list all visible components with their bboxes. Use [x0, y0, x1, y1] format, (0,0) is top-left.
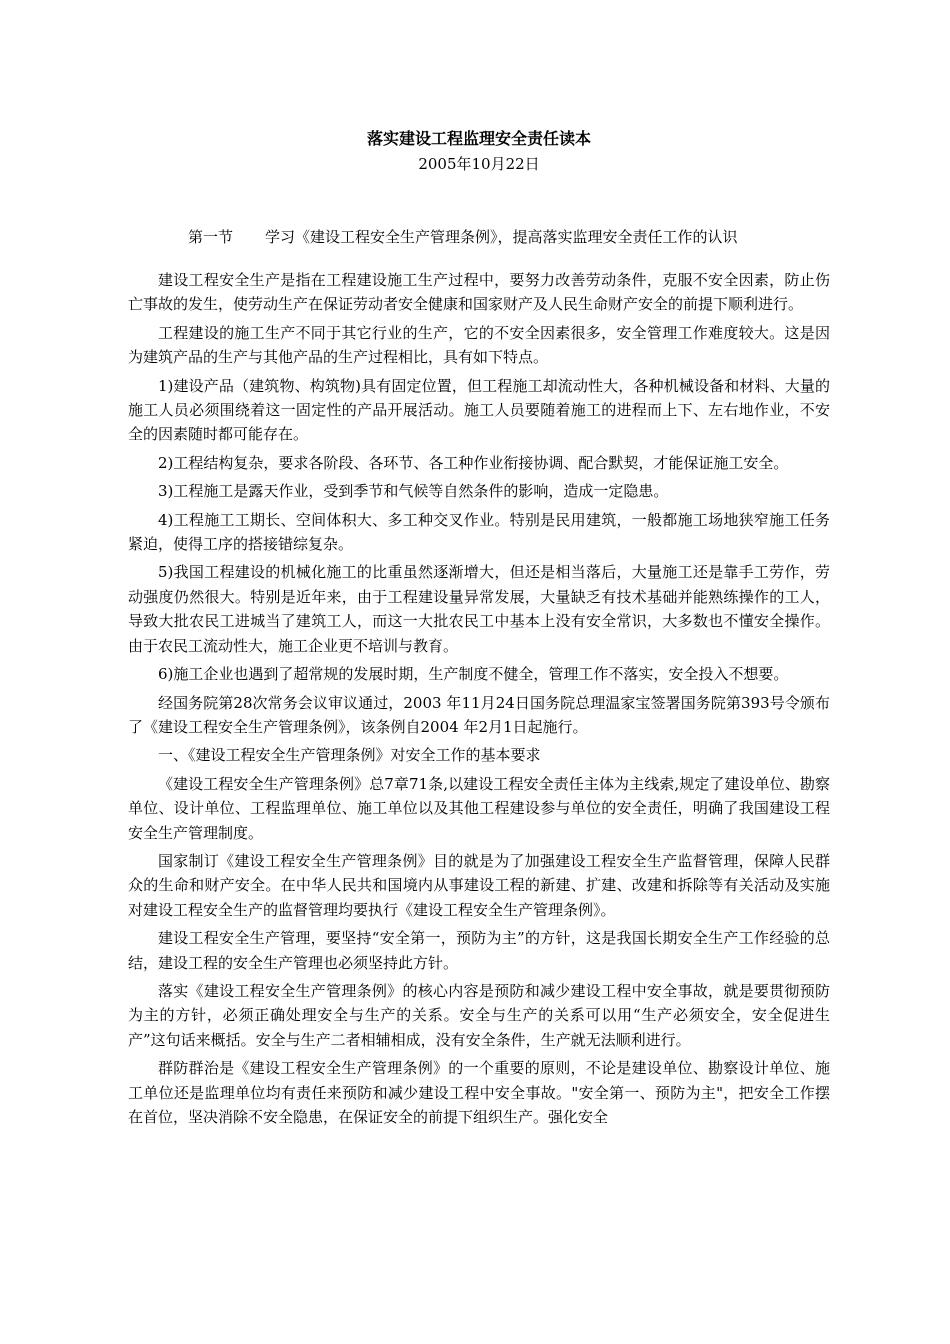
- paragraph: 《建设工程安全生产管理条例》总7章71条,以建设工程安全责任主体为主线索,规定了建设单位、勘察单位、设计单位、工程监理单位、施工单位以及其他工程建设参与单位的安全责任，明确了我国建设工程安全生产管理制度。: [128, 774, 830, 842]
- paragraph: 1)建设产品（建筑物、构筑物)具有固定位置，但工程施工却流动性大，各种机械设备和材料、大量的施工人员必须围绕着这一固定性的产品开展活动。施工人员要随着施工的进程而上下、左右地作业，不安全的因素随时都可能存在。: [128, 376, 830, 444]
- paragraph: 经国务院第28次常务会议审议通过，2003 年11月24日国务院总理温家宝签署国务院第393号令颁布了《建设工程安全生产管理条例》，该条例自2004 年2月1日起施行。: [128, 693, 830, 736]
- section-title: 学习《建设工程安全生产管理条例》，提高落实监理安全责任工作的认识: [265, 228, 738, 246]
- document-date: 2005年10月22日: [418, 155, 540, 173]
- paragraph: 3)工程施工是露天作业，受到季节和气候等自然条件的影响，造成一定隐患。: [158, 482, 669, 501]
- section-heading: [188, 224, 830, 250]
- paragraph: 4)工程施工工期长、空间体积大、多工种交叉作业。特别是民用建筑，一般都施工场地狭窄施工任务紧迫，使得工序的搭接错综复杂。: [128, 510, 830, 554]
- paragraph: 2)工程结构复杂，要求各阶段、各环节、各工种作业衔接协调、配合默契，才能保证施工安全。: [158, 453, 789, 472]
- paragraph: 建设工程安全生产管理，要坚持“安全第一，预防为主”的方针，这是我国长期安全生产工作经验的总结，建设工程的安全生产管理也必须坚持此方针。: [128, 929, 830, 972]
- subsection-heading: 一、《建设工程安全生产管理条例》对安全工作的基本要求: [158, 746, 541, 765]
- paragraph: 5)我国工程建设的机械化施工的比重虽然逐渐增大，但还是相当落后，大量施工还是靠手工劳作，劳动强度仍然很大。特别是近年来，由于工程建设量异常发展，大量缺乏有技术基础并能熟练操作的工人，导致大批农民工进城当了建筑工人，而这一大批农民工中基本上没有安全常识，大多数也不懂安全操作。由于农民工流动性大，施工企业更不培训与教育。: [128, 563, 830, 655]
- document-body: [128, 268, 830, 1129]
- paragraph: 群防群治是《建设工程安全生产管理条例》的一个重要的原则，不论是建设单位、勘察设计单位、施工单位还是监理单位均有责任来预防和减少建设工程中安全事故。"安全第一、预防为主"，把安全工作摆在首位，坚决消除不安全隐患，在保证安全的前提下组织生产。强化安全: [128, 1059, 830, 1126]
- paragraph: 6)施工企业也遇到了超常规的发展时期，生产制度不健全，管理工作不落实，安全投入不想要。: [158, 665, 789, 684]
- paragraph: 建设工程安全生产是指在工程建设施工生产过程中，要努力改善劳动条件，克服不安全因素，防止伤亡事故的发生，使劳动生产在保证劳动者安全健康和国家财产及人民生命财产安全的前提下顺利进行。: [128, 271, 830, 314]
- paragraph: 国家制订《建设工程安全生产管理条例》目的就是为了加强建设工程安全生产监督管理，保障人民群众的生命和财产安全。在中华人民共和国境内从事建设工程的新建、扩建、改建和拆除等有关活动及实施对建设工程安全生产的监督管理均要执行《建设工程安全生产管理条例》。: [128, 851, 830, 919]
- paragraph: 落实《建设工程安全生产管理条例》的核心内容是预防和减少建设工程中安全事故，就是要贯彻预防为主的方针，必须正确处理安全与生产的关系。安全与生产的关系可以用“生产必须安全，安全促进生产”这句话来概括。安全与生产二者相辅相成，没有安全条件，生产就无法顺利进行。: [128, 981, 830, 1049]
- section-label: 第一节: [188, 228, 234, 246]
- paragraph: 工程建设的施工生产不同于其它行业的生产，它的不安全因素很多，安全管理工作难度较大。这是因为建筑产品的生产与其他产品的生产过程相比，具有如下特点。: [128, 323, 830, 367]
- document-title: 落实建设工程监理安全责任读本: [366, 129, 591, 148]
